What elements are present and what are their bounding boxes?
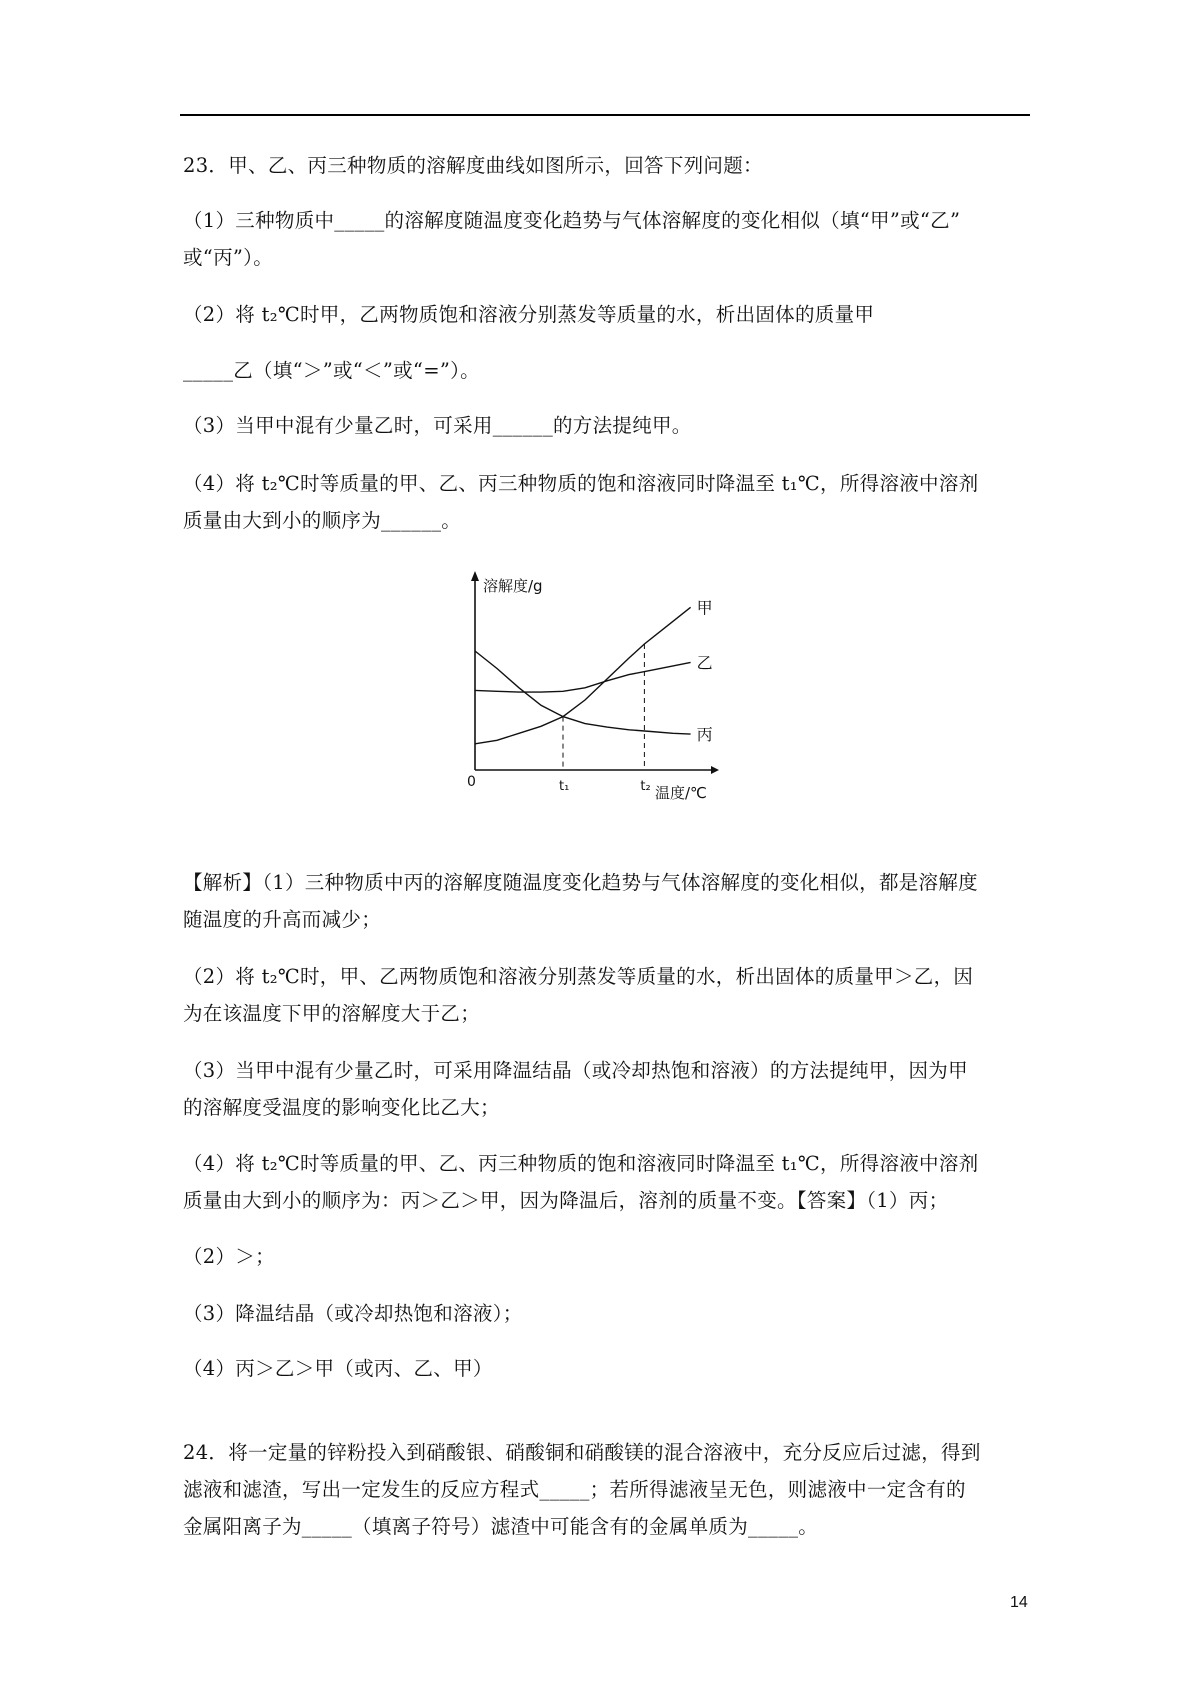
analysis-1-line2: 随温度的升高而减少； <box>183 908 382 931</box>
origin-label: 0 <box>467 774 476 790</box>
analysis-3-line1: （3）当甲中混有少量乙时，可采用降温结晶（或冷却热饱和溶液）的方法提纯甲，因为甲 <box>183 1059 968 1082</box>
solubility-chart <box>445 565 745 810</box>
q24-line3: 金属阳离子为_____（填离子符号）滤渣中可能含有的金属单质为_____。 <box>183 1515 819 1538</box>
series-line-丙 <box>475 651 691 734</box>
analysis-4-line2: 质量由大到小的顺序为：丙＞乙＞甲，因为降温后，溶剂的质量不变。【答案】（1）丙； <box>183 1189 949 1212</box>
q23-part1-line1: （1）三种物质中_____的溶解度随温度变化趋势与气体溶解度的变化相似（填“甲”或“乙” <box>183 209 961 232</box>
x-axis-label: 温度/℃ <box>655 784 707 802</box>
q23-part2-line1: （2）将 t₂℃时甲，乙两物质饱和溶液分别蒸发等质量的水，析出固体的质量甲 <box>183 303 875 326</box>
q23-part2-line2: _____乙（填“＞”或“＜”或“=”）。 <box>183 359 480 382</box>
x-axis-arrow <box>711 766 719 774</box>
analysis-1-line1: 【解析】（1）三种物质中丙的溶解度随温度变化趋势与气体溶解度的变化相似，都是溶解度 <box>183 871 978 894</box>
x-tick-label: t₂ <box>640 779 651 794</box>
series-label: 乙 <box>696 653 713 673</box>
q24-line1: 24．将一定量的锌粉投入到硝酸银、硝酸铜和硝酸镁的混合溶液中，充分反应后过滤，得到 <box>183 1441 981 1464</box>
q23-stem: 23．甲、乙、丙三种物质的溶解度曲线如图所示，回答下列问题： <box>183 154 763 177</box>
analysis-4-line1: （4）将 t₂℃时等质量的甲、乙、丙三种物质的饱和溶液同时降温至 t₁℃，所得溶液中溶剂 <box>183 1152 979 1175</box>
q23-part3: （3）当甲中混有少量乙时，可采用______的方法提纯甲。 <box>183 414 692 437</box>
answer-4: （4）丙＞乙＞甲（或丙、乙、甲） <box>183 1357 493 1380</box>
y-axis-label: 溶解度/g <box>483 577 543 595</box>
analysis-2-line1: （2）将 t₂℃时，甲、乙两物质饱和溶液分别蒸发等质量的水，析出固体的质量甲＞乙，因 <box>183 965 974 988</box>
q23-part4-line2: 质量由大到小的顺序为______。 <box>183 509 462 532</box>
q23-part1-line2: 或“丙”）。 <box>183 246 273 269</box>
y-axis-arrow <box>471 571 479 581</box>
series-label: 丙 <box>696 725 713 745</box>
answer-2: （2）＞； <box>183 1245 275 1268</box>
q24-line2: 滤液和滤渣，写出一定发生的反应方程式_____；若所得滤液呈无色，则滤液中一定含有的 <box>183 1478 966 1501</box>
page-number: 14 <box>1010 1594 1028 1611</box>
analysis-2-line2: 为在该温度下甲的溶解度大于乙； <box>183 1002 481 1025</box>
x-tick-label: t₁ <box>559 779 570 794</box>
series-label: 甲 <box>696 598 713 618</box>
header-rule <box>180 114 1030 116</box>
q23-part4-line1: （4）将 t₂℃时等质量的甲、乙、丙三种物质的饱和溶液同时降温至 t₁℃，所得溶液中溶剂 <box>183 472 979 495</box>
answer-3: （3）降温结晶（或冷却热饱和溶液）； <box>183 1302 523 1325</box>
analysis-3-line2: 的溶解度受温度的影响变化比乙大； <box>183 1096 500 1119</box>
